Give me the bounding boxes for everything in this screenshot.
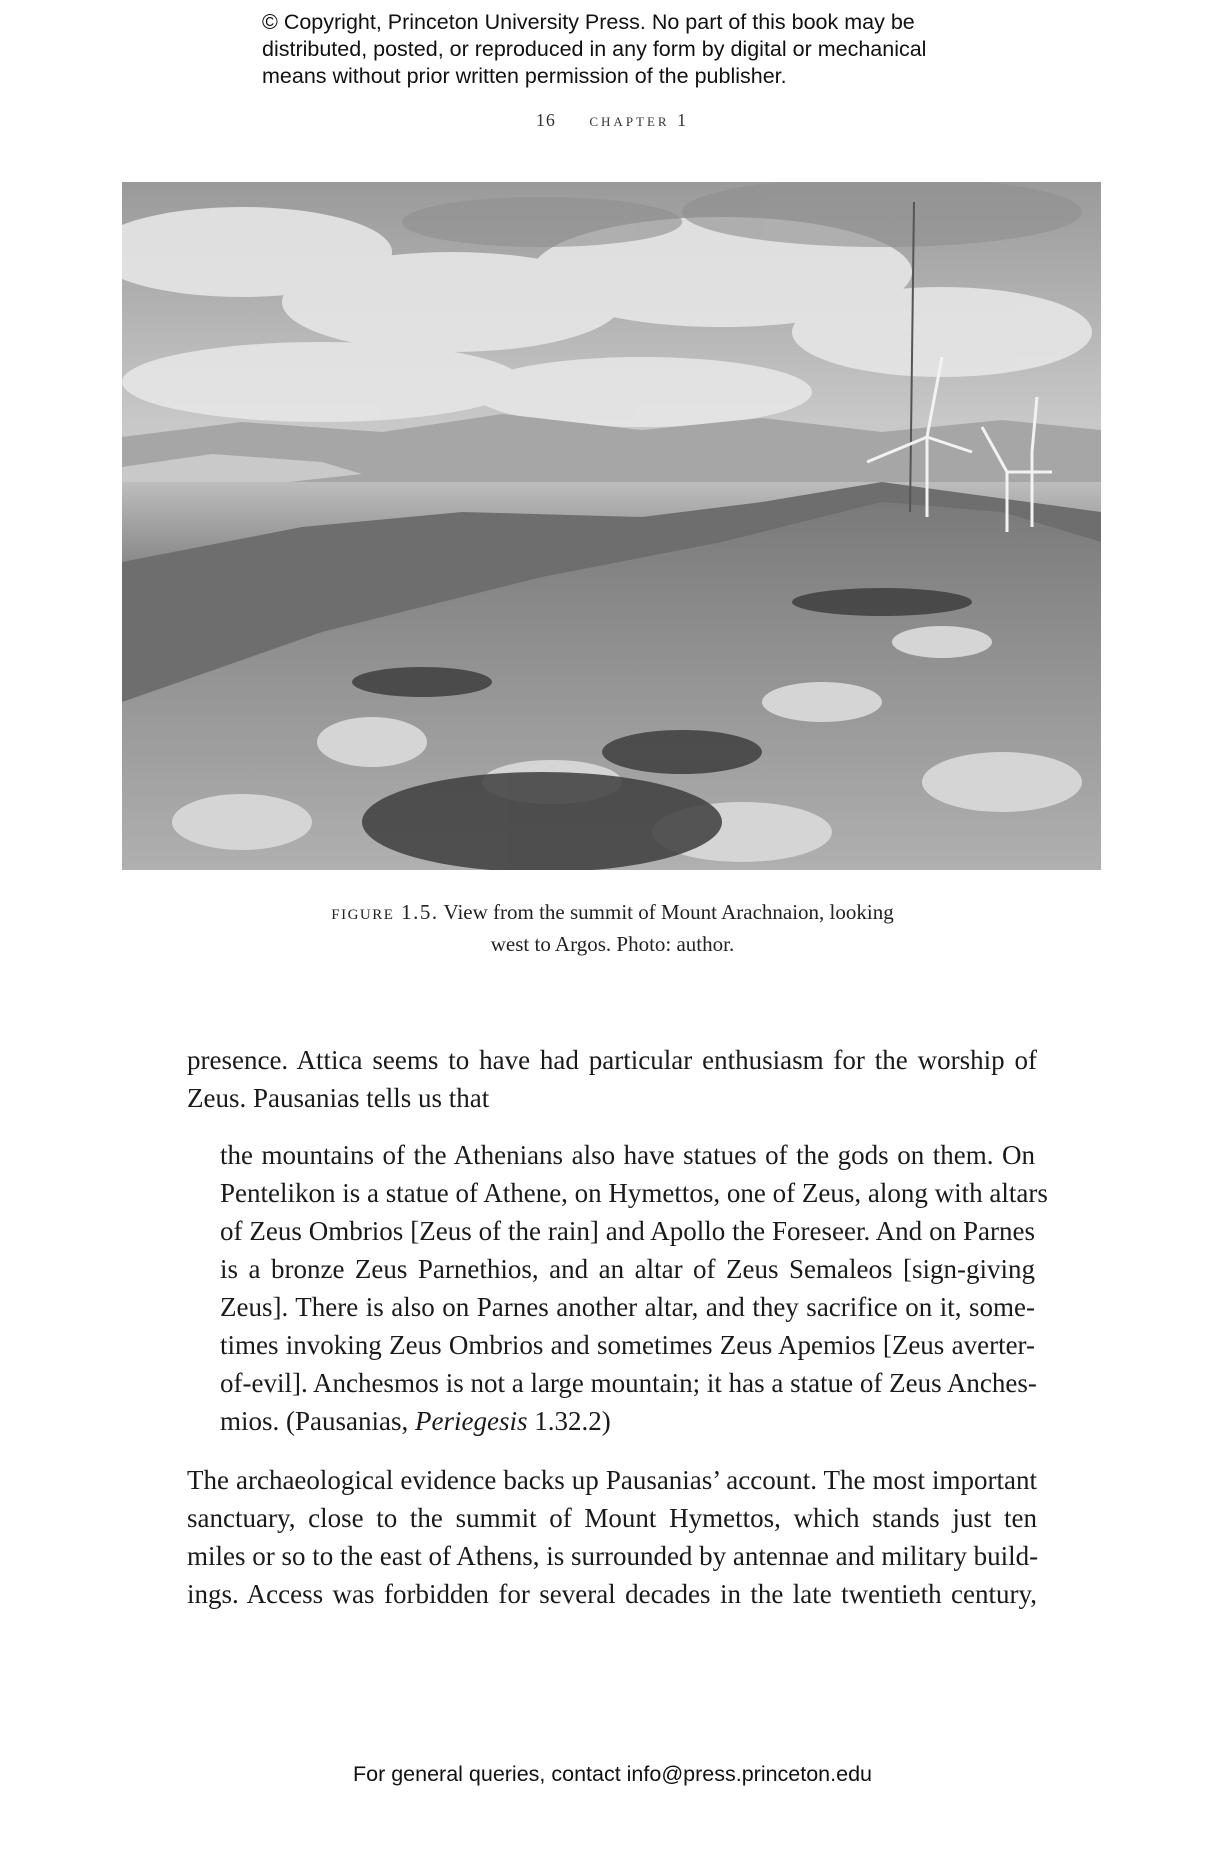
quote-line: is a bronze Zeus Parnethios, and an altar of Zeus Semaleos [sign-giving — [220, 1254, 1035, 1284]
figure-caption — [0, 896, 1225, 960]
quote-line: of-evil]. Anchesmos is not a large mountain; it has a statue of Zeus Anches- — [220, 1368, 1037, 1398]
work-title: Periegesis — [415, 1406, 528, 1436]
mountain-summit-photo — [122, 182, 1101, 870]
text-line: miles or so to the east of Athens, is surrounded by antennae and military build- — [187, 1541, 1039, 1571]
block-quote — [220, 1136, 1048, 1440]
text-line: ings. Access was forbidden for several decades in the late twentieth century, — [187, 1579, 1037, 1609]
text-line: sanctuary, close to the summit of Mount Hymettos, which stands just ten — [187, 1503, 1037, 1533]
quote-line: Zeus]. There is also on Parnes another altar, and they sacrifice on it, some- — [220, 1292, 1035, 1322]
text-line: The archaeological evidence backs up Pausanias’ account. The most important — [187, 1465, 1037, 1495]
citation-suffix: 1.32.2) — [527, 1406, 611, 1436]
copyright-line: means without prior written permission of the publisher. — [262, 64, 787, 88]
copyright-notice — [262, 9, 982, 90]
quote-line: the mountains of the Athenians also have statues of the gods on them. On — [220, 1140, 1035, 1170]
text-line: Zeus. Pausanias tells us that — [187, 1083, 490, 1113]
running-head — [0, 110, 1225, 131]
caption-text: View from the summit of Mount Arachnaion, looking — [438, 900, 894, 924]
citation-prefix: mios. (Pausanias, — [220, 1406, 415, 1436]
quote-line: times invoking Zeus Ombrios and sometimes Zeus Apemios [Zeus averter- — [220, 1330, 1035, 1360]
copyright-line: distributed, posted, or reproduced in any form by digital or mechanical — [262, 37, 927, 61]
caption-line: west to Argos. Photo: author. — [490, 932, 735, 956]
text-line: presence. Attica seems to have had particular enthusiasm for the worship of — [187, 1045, 1037, 1075]
chapter-label: chapter 1 — [589, 110, 690, 130]
quote-line: Pentelikon is a statue of Athene, on Hymettos, one of Zeus, along with altars — [220, 1178, 1048, 1208]
quote-line — [220, 1402, 1035, 1440]
paragraph — [187, 1041, 1037, 1117]
page-number: 16 — [535, 110, 556, 130]
paragraph — [187, 1461, 1037, 1613]
quote-line: of Zeus Ombrios [Zeus of the rain] and Apollo the Foreseer. And on Parnes — [220, 1216, 1035, 1246]
caption-line — [0, 896, 1225, 928]
footer-contact: For general queries, contact info@press.princeton.edu — [352, 1762, 872, 1786]
figure-label: figure 1.5. — [331, 900, 439, 924]
copyright-line: © Copyright, Princeton University Press. No part of this book may be — [262, 10, 915, 34]
